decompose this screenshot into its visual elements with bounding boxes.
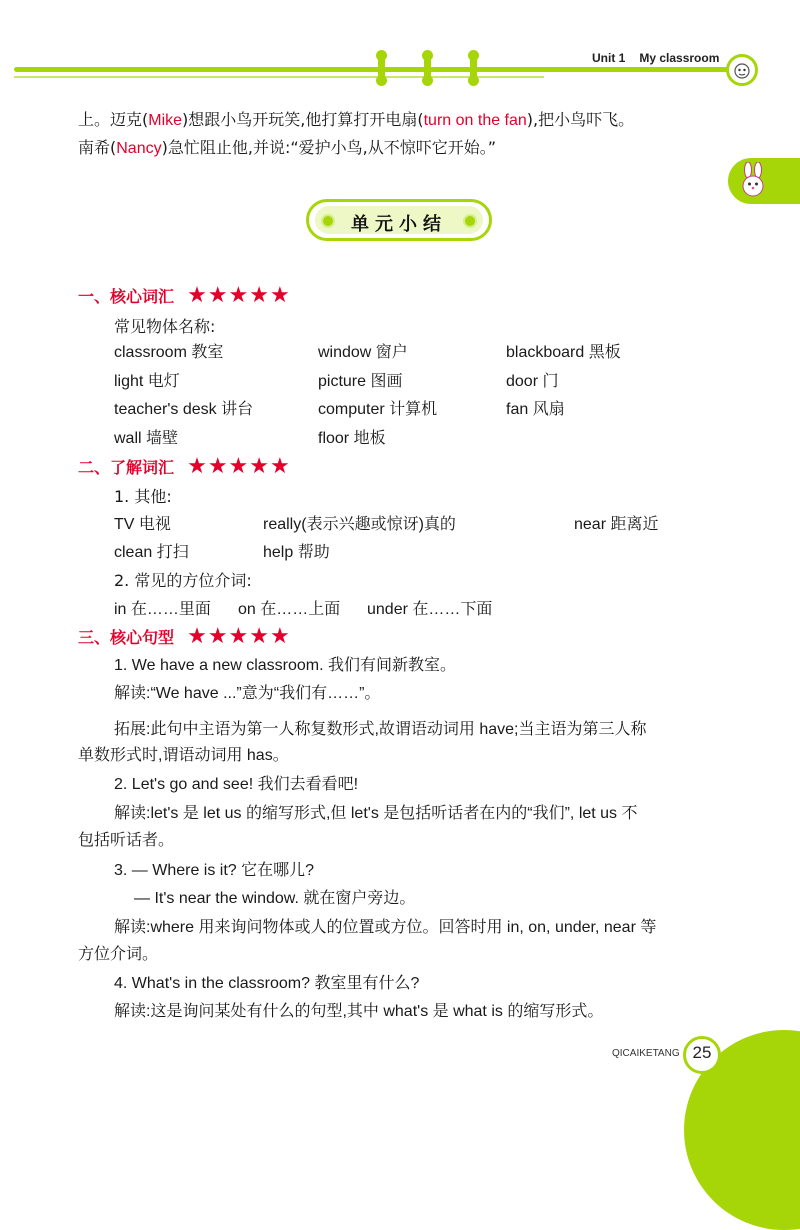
sentence-line: 包括听话者。 xyxy=(78,832,175,849)
page-number: 25 xyxy=(692,1043,712,1062)
sentence-line: — It's near the window. 就在窗户旁边。 xyxy=(134,890,416,907)
sentence-line: 2. Let's go and see! 我们去看看吧! xyxy=(114,776,359,793)
highlight-text: turn on the fan xyxy=(423,112,527,129)
vocab-item: fan 风扇 xyxy=(506,401,565,418)
header-unit-title xyxy=(592,51,719,65)
unit-number: Unit 1 xyxy=(592,51,626,65)
sentence-line: 解读:“We have ...”意为“我们有……”。 xyxy=(114,685,381,702)
section-heading-2 xyxy=(78,454,291,479)
rating-stars-icon: ★★★★★ xyxy=(187,624,291,649)
binder-ring-icon xyxy=(470,55,477,81)
rating-stars-icon: ★★★★★ xyxy=(187,283,291,308)
bunny-icon xyxy=(738,162,768,198)
vocab-item: clean 打扫 xyxy=(114,544,189,561)
vocab-item: wall 墙壁 xyxy=(114,429,179,447)
vocab-item: blackboard 黑板 xyxy=(506,344,621,361)
vocab-item: really(表示兴趣或惊讶)真的 xyxy=(263,516,456,533)
intro-line-1 xyxy=(78,106,634,135)
vocab-item: under 在……下面 xyxy=(367,601,493,618)
vocab-item: help 帮助 xyxy=(263,544,330,561)
rating-stars-icon: ★★★★★ xyxy=(187,454,291,479)
highlight-text: Nancy xyxy=(116,140,162,157)
body-text: )急忙阻止他,并说:“爱护小鸟,从不惊吓它开始。” xyxy=(161,138,496,157)
summary-title: 单元小结 xyxy=(351,214,447,235)
sentence-line: 解读:这是询问某处有什么的句型,其中 what's 是 what is 的缩写形式。 xyxy=(114,1003,604,1020)
body-text: )想跟小鸟开玩笑,他打算打开电扇( xyxy=(182,110,424,129)
summary-title-box xyxy=(306,199,492,241)
sentence-line: 拓展:此句中主语为第一人称复数形式,故谓语动词用 have;当主语为第三人称 xyxy=(114,721,647,738)
section-heading-1 xyxy=(78,283,291,308)
vocab-item: on 在……上面 xyxy=(238,601,341,618)
vocab-item: classroom 教室 xyxy=(114,344,224,361)
intro-line-2 xyxy=(78,134,496,163)
sentence-line: 1. We have a new classroom. 我们有间新教室。 xyxy=(114,657,457,674)
section-title: 三、核心句型 xyxy=(78,628,175,647)
mascot-icon xyxy=(726,54,758,86)
vocab-label: 常见物体名称: xyxy=(114,317,216,336)
vocab-item: floor 地板 xyxy=(318,429,386,447)
section-heading-3 xyxy=(78,624,291,649)
sentence-line: 解读:let's 是 let us 的缩写形式,但 let's 是包括听话者在内的“我们”, let us 不 xyxy=(114,805,638,822)
sentence-line: 解读:where 用来询问物体或人的位置或方位。回答时用 in, on, under, near 等 xyxy=(114,919,657,936)
body-text: 上。迈克( xyxy=(78,110,149,129)
sentence-line: 4. What's in the classroom? 教室里有什么? xyxy=(114,975,420,992)
vocab-item: computer 计算机 xyxy=(318,401,438,418)
unit-name: My classroom xyxy=(639,51,720,65)
binder-ring-icon xyxy=(424,55,431,81)
footer-brand: QICAIKETANG xyxy=(612,1048,680,1059)
vocab-item: in 在……里面 xyxy=(114,601,211,618)
vocab-item: window 窗户 xyxy=(318,344,408,361)
header-rule-thin xyxy=(14,76,544,78)
vocab-item: TV 电视 xyxy=(114,516,171,533)
vocab-item: teacher's desk 讲台 xyxy=(114,401,254,418)
vocab-item: light 电灯 xyxy=(114,372,180,390)
body-text: 南希( xyxy=(78,138,117,157)
highlight-text: Mike xyxy=(148,112,183,129)
sub-label-1: 1. 其他: xyxy=(114,487,172,506)
sentence-line: 3. — Where is it? 它在哪儿? xyxy=(114,862,315,879)
vocab-item: door 门 xyxy=(506,372,559,390)
sub-label-2: 2. 常见的方位介词: xyxy=(114,571,252,590)
body-text: ),把小鸟吓飞。 xyxy=(526,110,635,129)
section-title: 一、核心词汇 xyxy=(78,287,175,306)
binder-ring-icon xyxy=(378,55,385,81)
sentence-line: 单数形式时,谓语动词用 has。 xyxy=(78,747,289,764)
sentence-line: 方位介词。 xyxy=(78,946,159,963)
vocab-item: near 距离近 xyxy=(574,516,659,533)
vocab-item: picture 图画 xyxy=(318,372,403,390)
section-title: 二、了解词汇 xyxy=(78,458,175,477)
